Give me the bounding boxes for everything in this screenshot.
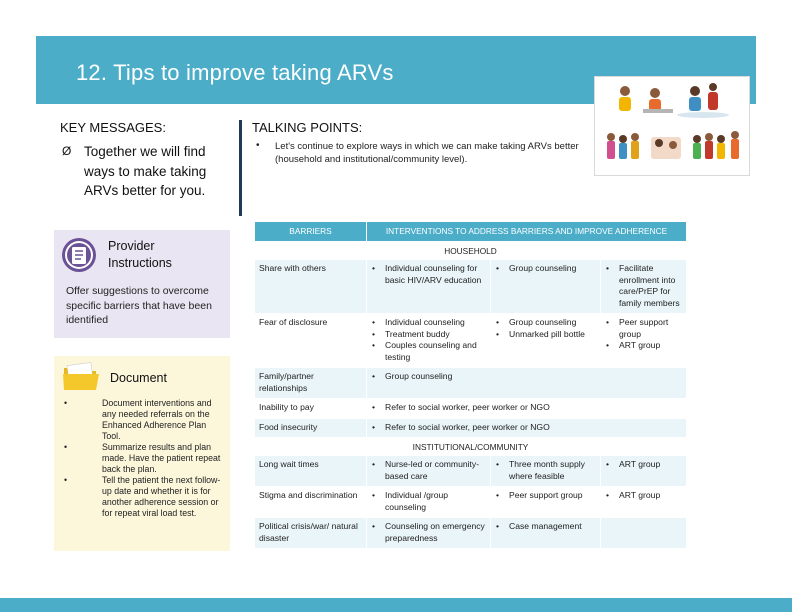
- intervention-list: [495, 459, 596, 482]
- intervention-list: [495, 521, 596, 533]
- intervention-item: • Peer support group: [605, 317, 682, 340]
- table-row: [255, 260, 687, 314]
- barrier-cell: Stigma and discrimination: [255, 487, 367, 518]
- intervention-item: • Peer support group: [495, 490, 596, 502]
- intervention-cell: [491, 456, 601, 487]
- table-row: [255, 368, 687, 399]
- key-messages-title: KEY MESSAGES:: [60, 120, 166, 135]
- intervention-cell: [601, 456, 687, 487]
- household-rows: [255, 260, 687, 438]
- document-item: • Summarize results and plan made. Have the patient repeat back the plan.: [64, 442, 221, 474]
- barrier-cell: Inability to pay: [255, 399, 367, 419]
- provider-instructions-box: [54, 230, 230, 338]
- intervention-cell: [601, 518, 687, 549]
- provider-title-line1: Provider: [108, 239, 155, 253]
- intervention-list: [605, 317, 682, 352]
- intervention-item: • ART group: [605, 459, 682, 471]
- table-row: [255, 399, 687, 419]
- intervention-list: [495, 263, 596, 275]
- intervention-cell: [491, 518, 601, 549]
- barrier-cell: Share with others: [255, 260, 367, 314]
- intervention-cell: [601, 314, 687, 368]
- intervention-item: • Group counseling: [371, 371, 682, 383]
- col-header-interventions: INTERVENTIONS TO ADDRESS BARRIERS AND IMPROVE ADHERENCE: [367, 222, 687, 242]
- vertical-divider: [239, 120, 242, 216]
- table-header-row: [255, 222, 687, 242]
- intervention-list: [605, 490, 682, 502]
- document-list: [64, 398, 226, 519]
- intervention-cell: [367, 314, 491, 368]
- section-label-household: HOUSEHOLD: [255, 242, 687, 260]
- document-item-text: Document interventions and any needed referrals on the Enhanced Adherence Plan Tool.: [102, 398, 212, 441]
- footer-band: [0, 598, 792, 612]
- intervention-cell: [367, 456, 491, 487]
- intervention-list: [371, 490, 486, 513]
- intervention-item: • Case management: [495, 521, 596, 533]
- intervention-cell: [367, 487, 491, 518]
- checklist-icon: [62, 238, 96, 272]
- intervention-item: • ART group: [605, 340, 682, 352]
- intervention-list: [371, 263, 486, 286]
- intervention-cell: [601, 487, 687, 518]
- intervention-item: • Unmarked pill bottle: [495, 329, 596, 341]
- key-message: [62, 142, 232, 201]
- barrier-cell: Food insecurity: [255, 418, 367, 438]
- intervention-item: • Individual counseling for basic HIV/ARV education: [371, 263, 486, 286]
- intervention-item: • Refer to social worker, peer worker or NGO: [371, 402, 682, 414]
- intervention-item: • Nurse-led or community-based care: [371, 459, 486, 482]
- table-row: [255, 487, 687, 518]
- provider-instructions-title: [108, 238, 172, 272]
- barrier-cell: Long wait times: [255, 456, 367, 487]
- intervention-item: • Three month supply where feasible: [495, 459, 596, 482]
- provider-instructions-text: Offer suggestions to overcome specific barriers that have been identified: [66, 285, 212, 326]
- document-item-text: Tell the patient the next follow-up date and whether it is for another adherence session or for repeat viral load test.: [102, 475, 221, 518]
- intervention-cell: [367, 418, 687, 438]
- talking-points-title: TALKING POINTS:: [252, 120, 363, 135]
- table-row: [255, 456, 687, 487]
- intervention-list: [371, 317, 486, 363]
- document-item: • Document interventions and any needed referrals on the Enhanced Adherence Plan Tool.: [64, 398, 212, 441]
- barrier-cell: Political crisis/war/ natural disaster: [255, 518, 367, 549]
- intervention-cell: [367, 399, 687, 419]
- barriers-table: [254, 221, 687, 549]
- intervention-cell: [601, 260, 687, 314]
- section-row-household: [255, 242, 687, 260]
- intervention-item: • Couples counseling and testing: [371, 340, 486, 363]
- intervention-list: [495, 490, 596, 502]
- intervention-item: • Facilitate enrollment into care/PrEP for family members: [605, 263, 682, 309]
- intervention-item: • Individual /group counseling: [371, 490, 486, 513]
- intervention-item: • Individual counseling: [371, 317, 486, 329]
- intervention-cell: [491, 314, 601, 368]
- document-box: [54, 356, 230, 551]
- section-row-institutional: [255, 438, 687, 456]
- intervention-list: [371, 459, 486, 482]
- intervention-list: [371, 371, 682, 383]
- intervention-item: • Counseling on emergency preparedness: [371, 521, 486, 544]
- folder-icon: [62, 362, 102, 392]
- barrier-cell: Fear of disclosure: [255, 314, 367, 368]
- intervention-cell: [367, 260, 491, 314]
- intervention-cell: [367, 518, 491, 549]
- community-illustration: [594, 76, 750, 176]
- intervention-item: • ART group: [605, 490, 682, 502]
- section-label-institutional: INSTITUTIONAL/COMMUNITY: [255, 438, 687, 456]
- intervention-item: • Refer to social worker, peer worker or NGO: [371, 422, 682, 434]
- intervention-item: • Group counseling: [495, 263, 596, 275]
- arrow-bullet-icon: Ø: [62, 144, 72, 158]
- intervention-cell: [491, 487, 601, 518]
- barrier-cell: Family/partner relationships: [255, 368, 367, 399]
- intervention-list: [605, 459, 682, 471]
- intervention-item: • Treatment buddy: [371, 329, 486, 341]
- page-title: 12. Tips to improve taking ARVs: [76, 60, 394, 85]
- intervention-list: [495, 317, 596, 340]
- intervention-cell: [491, 260, 601, 314]
- intervention-list: [371, 402, 682, 414]
- key-message-text: Together we will find ways to make taking ARVs better for you.: [84, 144, 207, 198]
- table-row: [255, 314, 687, 368]
- document-title: Document: [110, 371, 167, 385]
- document-item-text: Summarize results and plan made. Have the patient repeat back the plan.: [102, 442, 221, 474]
- table-row: [255, 418, 687, 438]
- intervention-cell: [367, 368, 687, 399]
- document-item: • Tell the patient the next follow-up date and whether it is for another adherence session or for repeat viral load test.: [64, 475, 221, 518]
- provider-title-line2: Instructions: [108, 256, 172, 270]
- col-header-barriers: BARRIERS: [255, 222, 367, 242]
- table-row: [255, 518, 687, 549]
- intervention-list: [371, 521, 486, 544]
- talking-point-text: Let's continue to explore ways in which we can make taking ARVs better (household and institutional/community level).: [275, 141, 579, 165]
- institutional-rows: [255, 456, 687, 549]
- intervention-list: [371, 422, 682, 434]
- intervention-list: [605, 263, 682, 309]
- intervention-item: • Group counseling: [495, 317, 596, 329]
- talking-point-bullet: •: [256, 140, 260, 151]
